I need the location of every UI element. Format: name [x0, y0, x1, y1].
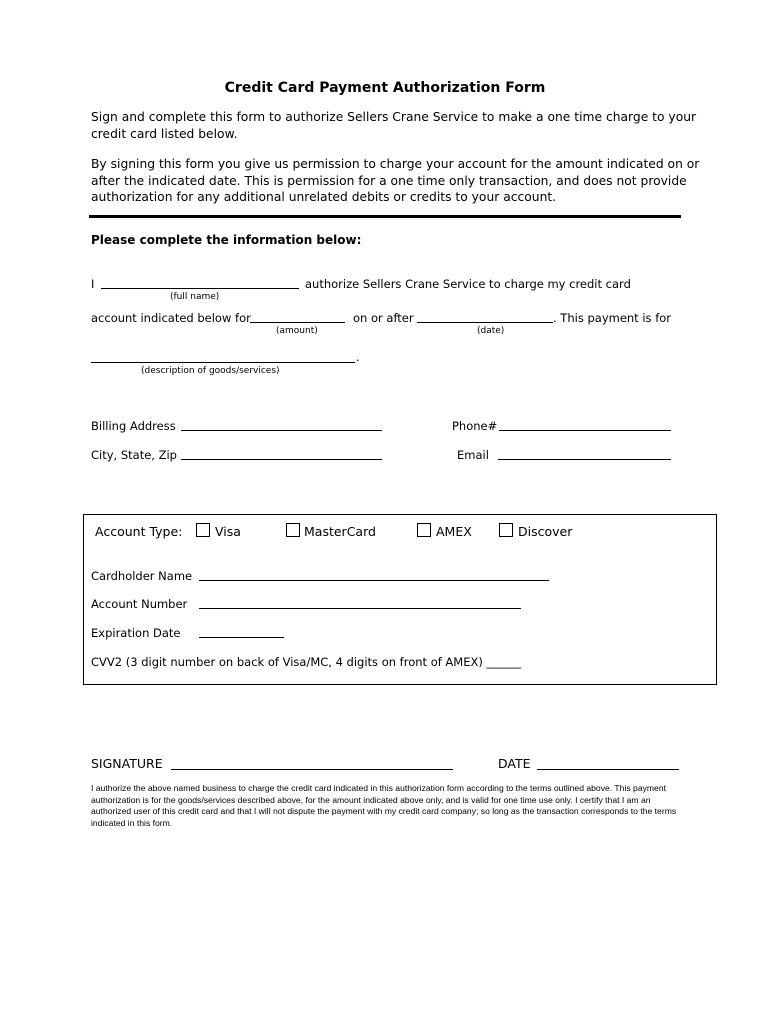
- permission-paragraph: By signing this form you give us permission to charge your account for the amount indicated on or after the indicated date. This is permission for a one time only transaction, and does not provide authorization for any additional unrelated debits or credits to your account.: [91, 157, 700, 204]
- cvv2-label: CVV2 (3 digit number on back of Visa/MC, 4 digits on front of AMEX) ______: [91, 655, 522, 669]
- signature-label: SIGNATURE: [91, 756, 163, 771]
- account-type-label: Account Type:: [95, 524, 183, 539]
- discover-label: Discover: [518, 524, 573, 539]
- email-label: Email: [457, 448, 489, 462]
- authorize-text: authorize Sellers Crane Service to charge my credit card: [305, 277, 631, 291]
- date-field[interactable]: [417, 322, 553, 323]
- phone-field[interactable]: [499, 430, 671, 431]
- amount-caption: (amount): [276, 326, 318, 336]
- mastercard-checkbox[interactable]: [286, 523, 300, 537]
- i-label: I: [91, 277, 95, 291]
- date-caption: (date): [477, 326, 505, 336]
- expiration-date-label: Expiration Date: [91, 626, 181, 640]
- expiration-date-field[interactable]: [199, 637, 284, 638]
- billing-address-label: Billing Address: [91, 419, 176, 433]
- visa-checkbox[interactable]: [196, 523, 210, 537]
- amex-checkbox[interactable]: [417, 523, 431, 537]
- billing-address-field[interactable]: [181, 430, 382, 431]
- description-period: .: [356, 350, 360, 364]
- city-state-zip-field[interactable]: [181, 459, 382, 460]
- account-number-field[interactable]: [199, 608, 521, 609]
- account-number-label: Account Number: [91, 597, 188, 611]
- email-field[interactable]: [498, 459, 671, 460]
- phone-label: Phone#: [452, 419, 498, 433]
- city-state-zip-label: City, State, Zip: [91, 448, 177, 462]
- description-caption: (description of goods/services): [141, 366, 280, 376]
- mastercard-label: MasterCard: [304, 524, 376, 539]
- amount-field[interactable]: [250, 322, 345, 323]
- section-divider: [89, 215, 681, 218]
- form-title: Credit Card Payment Authorization Form: [224, 80, 546, 96]
- signature-field[interactable]: [171, 769, 453, 770]
- payment-for-text: . This payment is for: [553, 311, 672, 325]
- cardholder-name-field[interactable]: [199, 580, 549, 581]
- authorization-fine-print: I authorize the above named business to charge the credit card indicated in this authorization form according to the terms outlined above. This payment authorization is for the goods/services described above, for the amount indicated above only, and is valid for one time use only. I certify that I am an authorized user of this credit card and that I will not dispute the payment with my credit card company; so long as the transaction corresponds to the terms indicated in this form.: [91, 783, 677, 829]
- account-text: account indicated below for: [91, 311, 251, 325]
- intro-paragraph: Sign and complete this form to authorize Sellers Crane Service to make a one time charge to your credit card listed below.: [91, 110, 697, 141]
- full-name-field[interactable]: [101, 288, 299, 289]
- discover-checkbox[interactable]: [499, 523, 513, 537]
- section-heading: Please complete the information below:: [91, 233, 362, 247]
- cardholder-name-label: Cardholder Name: [91, 569, 193, 583]
- visa-label: Visa: [215, 524, 241, 539]
- signature-date-field[interactable]: [537, 769, 679, 770]
- on-or-after-text: on or after: [353, 311, 414, 325]
- full-name-caption: (full name): [170, 292, 220, 302]
- amex-label: AMEX: [436, 524, 472, 539]
- date-label: DATE: [498, 756, 531, 771]
- description-field[interactable]: [91, 362, 355, 363]
